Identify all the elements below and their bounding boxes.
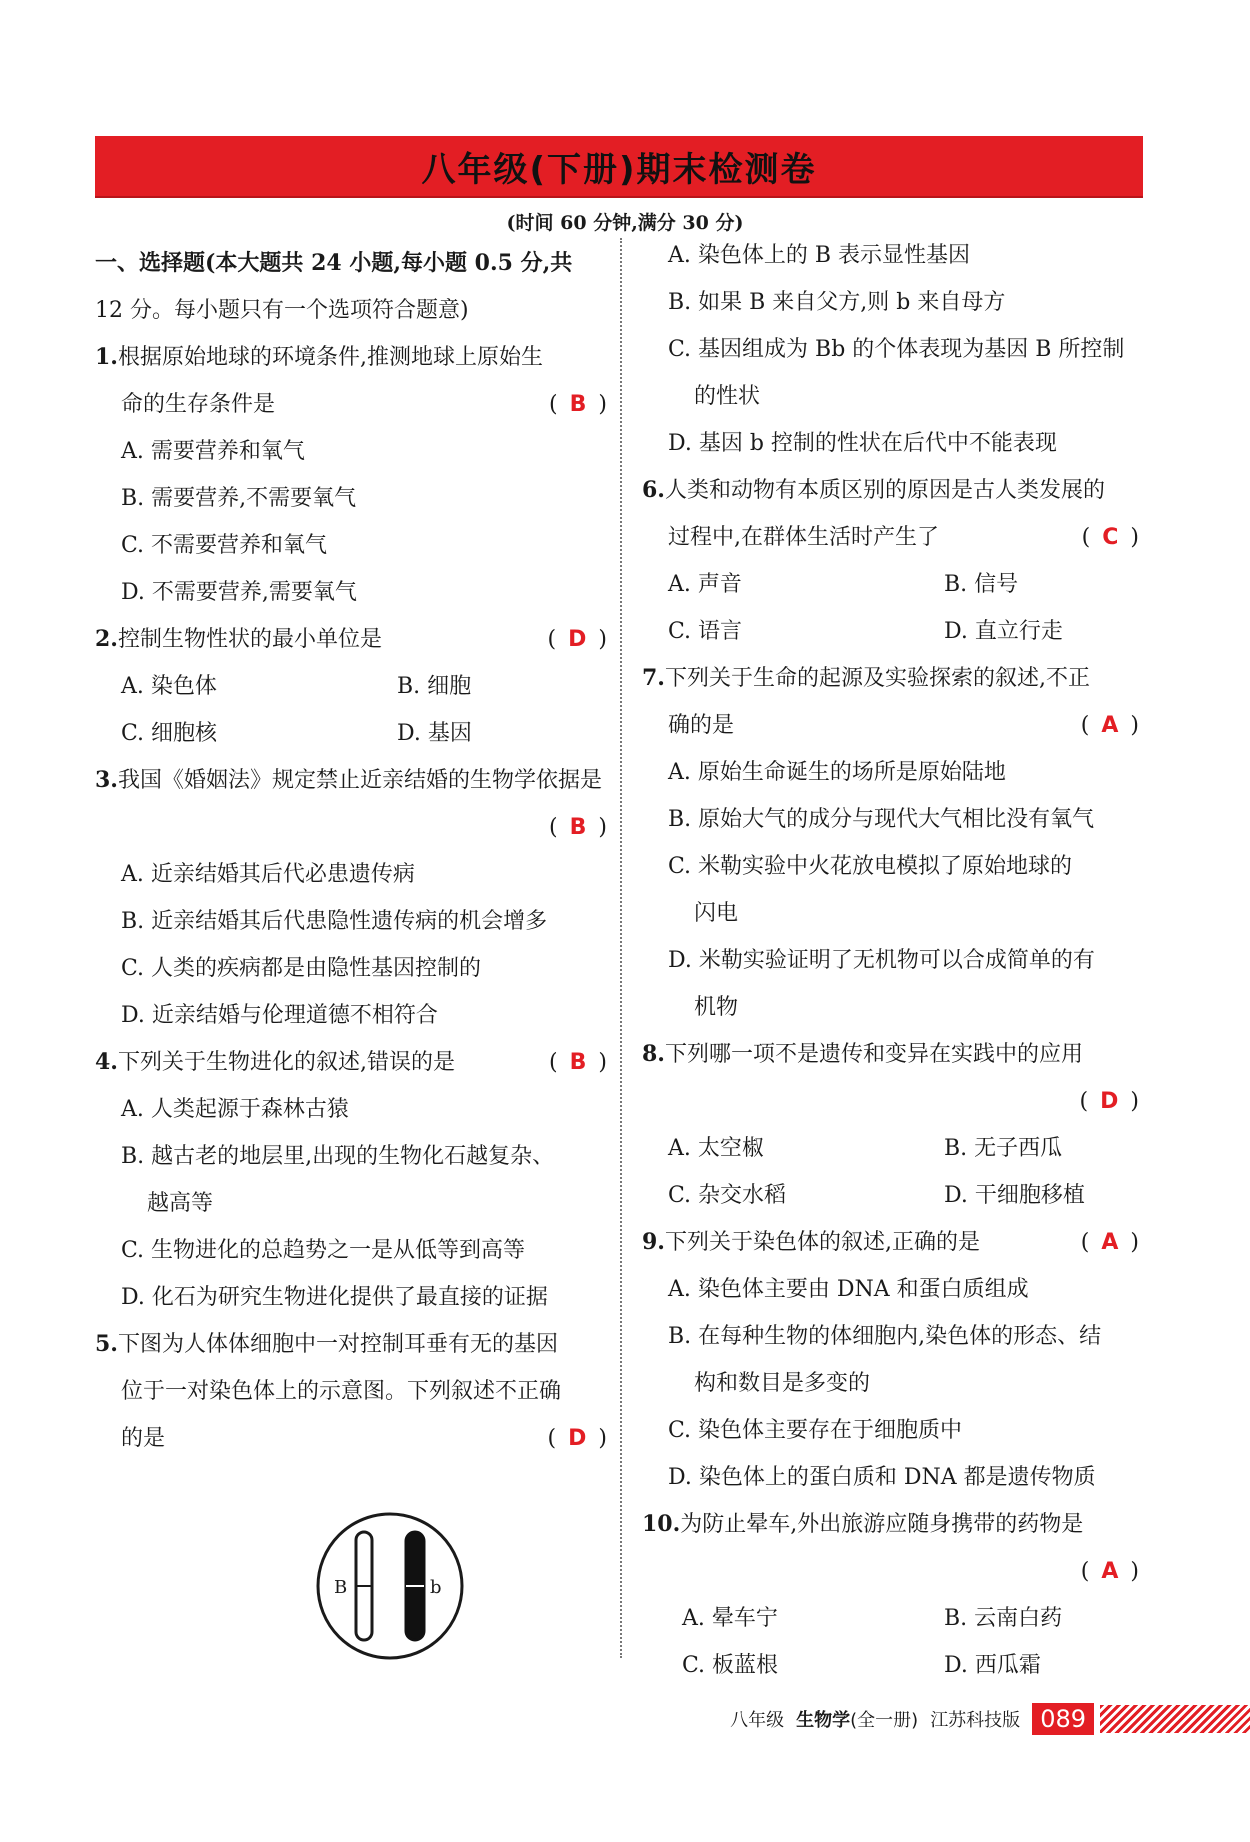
option: C. 米勒实验中火花放电模拟了原始地球的 [668,854,1073,879]
option-cont: 构和数目是多变的 [694,1371,871,1396]
option: A. 需要营养和氧气 [121,439,305,464]
page-footer [730,1700,1250,1738]
option: C. 语言 [668,619,743,644]
option: B. 无子西瓜 [944,1136,1063,1161]
option: B. 如果 B 来自父方,则 b 来自母方 [668,290,1006,315]
option: C. 细胞核 [121,721,218,746]
option: C. 不需要营养和氧气 [121,533,328,558]
option-row [95,710,615,757]
option: B. 近亲结婚其后代患隐性遗传病的机会增多 [121,909,548,934]
option: A. 人类起源于森林古猿 [121,1097,349,1122]
left-column [95,240,615,1462]
answer-2: ( D ) [547,627,607,652]
option-row [95,663,615,710]
question-8: 8.下列哪一项不是遗传和变异在实践中的应用 [642,1041,1083,1067]
option-row [642,561,1147,608]
option: D. 干细胞移植 [944,1183,1085,1208]
question-10: 10.为防止晕车,外出旅游应随身携带的药物是 [642,1511,1084,1537]
question-7: 7.下列关于生命的起源及实验探索的叙述,不正 [642,665,1090,691]
option: D. 西瓜霜 [944,1653,1041,1678]
answer-6: ( C ) [1081,525,1139,550]
option: D. 米勒实验证明了无机物可以合成简单的有 [668,948,1095,973]
question-3: 3.我国《婚姻法》规定禁止近亲结婚的生物学依据是 [95,767,602,793]
section-heading: 一、选择题(本大题共 24 小题,每小题 0.5 分,共 [95,250,573,276]
question-5-cont: 的是 ( D ) [95,1415,615,1462]
question-4: 4.下列关于生物进化的叙述,错误的是 ( B ) [95,1039,615,1086]
option: B. 云南白药 [944,1606,1063,1631]
page-title: 八年级(下册)期末检测卷 [421,149,817,190]
option-row [642,1595,1147,1642]
option: B. 在每种生物的体细胞内,染色体的形态、结 [668,1324,1102,1349]
option: D. 直立行走 [944,619,1063,644]
answer-5: ( D ) [547,1426,607,1451]
footer-grade: 八年级 [730,1710,785,1731]
option: A. 染色体 [121,674,217,699]
question-5-cont: 位于一对染色体上的示意图。下列叙述不正确 [121,1379,562,1404]
question-9: 9.下列关于染色体的叙述,正确的是 ( A ) [642,1219,1147,1266]
option-row [642,1642,1147,1689]
chromosome-diagram [290,1510,490,1662]
option: B. 越古老的地层里,出现的生物化石越复杂、 [121,1144,555,1169]
option: A. 声音 [668,572,742,597]
question-1-cont: 命的生存条件是 ( B ) [95,381,615,428]
question-2: 2.控制生物性状的最小单位是 ( D ) [95,616,615,663]
section-heading-cont: 12 分。每小题只有一个选项符合题意) [95,298,469,323]
question-6: 6.人类和动物有本质区别的原因是古人类发展的 [642,477,1105,503]
option: A. 原始生命诞生的场所是原始陆地 [668,760,1006,785]
option: A. 染色体主要由 DNA 和蛋白质组成 [668,1277,1029,1302]
answer-10: ( A ) [1080,1559,1139,1584]
option: A. 染色体上的 B 表示显性基因 [668,243,971,268]
page-number: 089 [1032,1703,1094,1735]
question-8-answer-line [642,1078,1147,1125]
option-cont: 闪电 [694,901,739,926]
option: D. 不需要营养,需要氧气 [121,580,357,605]
answer-1: ( B ) [549,392,607,417]
option: B. 细胞 [397,674,472,699]
option-cont: 机物 [694,995,739,1020]
option: B. 信号 [944,572,1019,597]
footer-subject: 生物学(全一册) [796,1710,919,1731]
option-row [642,608,1147,655]
option: C. 染色体主要存在于细胞质中 [668,1418,963,1443]
option-row [642,1172,1147,1219]
question-5: 5.下图为人体体细胞中一对控制耳垂有无的基因 [95,1331,558,1357]
option: C. 人类的疾病都是由隐性基因控制的 [121,956,482,981]
option: C. 杂交水稻 [668,1183,787,1208]
option: D. 基因 [397,721,472,746]
question-3-answer-line [95,804,615,851]
option: B. 需要营养,不需要氧气 [121,486,357,511]
question-10-answer-line [642,1548,1147,1595]
title-banner [95,136,1143,196]
option: D. 近亲结婚与伦理道德不相符合 [121,1003,438,1028]
question-7-cont: 确的是 ( A ) [642,702,1147,749]
answer-4: ( B ) [549,1050,607,1075]
right-column [642,232,1147,1689]
gene-label-b: b [430,1577,442,1598]
question-1: 1.根据原始地球的环境条件,推测地球上原始生 [95,344,543,370]
option-cont: 的性状 [694,384,761,409]
answer-3: ( B ) [549,815,607,840]
footer-publisher: 江苏科技版 [930,1710,1021,1731]
option: B. 原始大气的成分与现代大气相比没有氧气 [668,807,1095,832]
question-6-cont: 过程中,在群体生活时产生了 ( C ) [642,514,1147,561]
option: C. 基因组成为 Bb 的个体表现为基因 B 所控制 [668,337,1125,362]
gene-label-B: B [334,1577,348,1598]
option-row [642,1125,1147,1172]
option: C. 板蓝根 [682,1653,779,1678]
option: A. 近亲结婚其后代必患遗传病 [121,862,415,887]
option: D. 基因 b 控制的性状在后代中不能表现 [668,431,1057,456]
exam-info: (时间 60 分钟,满分 30 分) [506,212,744,234]
option-cont: 越高等 [147,1191,214,1216]
answer-9: ( A ) [1080,1230,1139,1255]
column-divider [620,238,622,1658]
option: D. 染色体上的蛋白质和 DNA 都是遗传物质 [668,1465,1096,1490]
option: C. 生物进化的总趋势之一是从低等到高等 [121,1238,526,1263]
option: A. 晕车宁 [682,1606,778,1631]
option: D. 化石为研究生物进化提供了最直接的证据 [121,1285,548,1310]
option: A. 太空椒 [668,1136,764,1161]
footer-hatch-decoration [1100,1705,1250,1733]
answer-8: ( D ) [1079,1089,1139,1114]
answer-7: ( A ) [1080,713,1139,738]
